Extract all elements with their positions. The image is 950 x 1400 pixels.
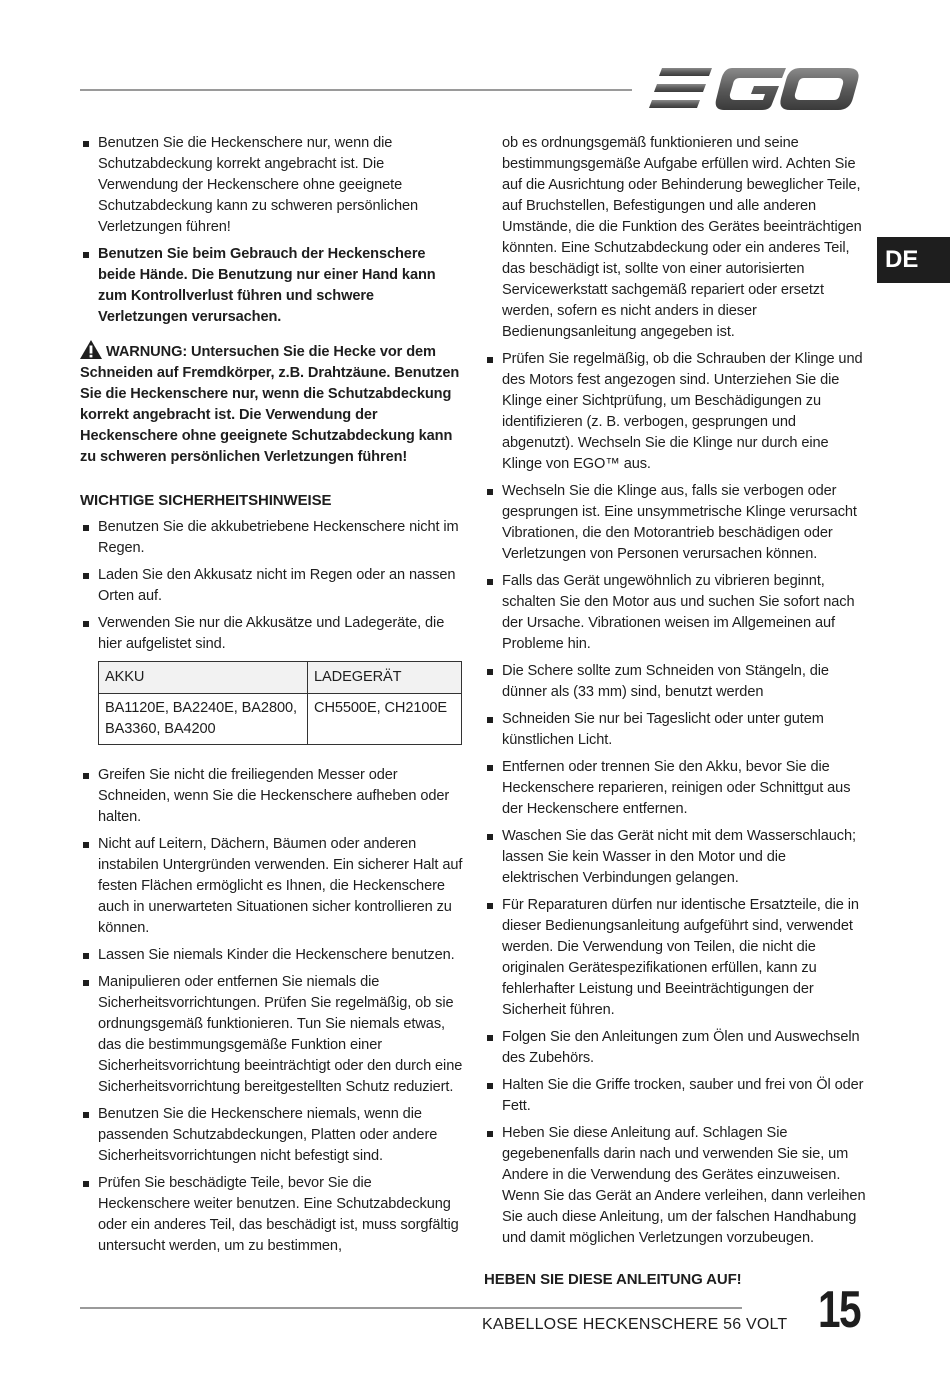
footer-rule: [80, 1307, 742, 1309]
list-item: Lassen Sie niemals Kinder die Heckenschere benutzen.: [80, 945, 463, 966]
list-item: Heben Sie diese Anleitung auf. Schlagen Sie gegebenenfalls darin nach und verwenden Sie sie, um Andere in die Verwendung des Gerätes einzuweisen. Wenn Sie das Gerät an Andere verleihen, dann verleihen Sie auch diese Anleitung, um der falschen Handhabung und damit möglichen Verletzungen vorzubeugen.: [484, 1123, 866, 1249]
list-item: Manipulieren oder entfernen Sie niemals die Sicherheitsvorrichtungen. Prüfen Sie regelmäßig, ob sie ordnungsgemäß funktionieren. Tun Sie niemals etwas, das die bestimmungsgemäße Funktion einer Sicherheitsvorrichtung beeinträchtigt oder den durch eine Sicherheitsvorrichtung bereitgestellten Schutz reduziert.: [80, 972, 463, 1098]
list-item: Schneiden Sie nur bei Tageslicht oder unter gutem künstlichen Licht.: [484, 709, 866, 751]
section-title: WICHTIGE SICHERHEITSHINWEISE: [80, 492, 332, 509]
battery-charger-table: [98, 661, 462, 745]
table-header-akku: AKKU: [99, 662, 308, 694]
keep-instructions-notice: HEBEN SIE DIESE ANLEITUNG AUF!: [484, 1271, 742, 1288]
list-item: Laden Sie den Akkusatz nicht im Regen oder an nassen Orten auf.: [80, 565, 463, 607]
list-item: Benutzen Sie die Heckenschere nur, wenn die Schutzabdeckung korrekt angebracht ist. Die Verwendung der Heckenschere ohne geeignete Schutzabdeckung kann zu schweren persönlichen Verletzungen führen!: [80, 133, 463, 238]
language-tab: DE: [877, 237, 950, 283]
warning-icon: [80, 340, 102, 359]
list-item: Benutzen Sie die akkubetriebene Heckenschere nicht im Regen.: [80, 517, 463, 559]
warning-label: WARNUNG:: [106, 344, 188, 360]
list-item: Prüfen Sie regelmäßig, ob die Schrauben der Klinge und des Motors fest angezogen sind. Unterziehen Sie die Klinge einer Sichtprüfung, um Beschädigungen zu identifizieren (z. B. verbogen, gesprungen und abgenutzt). Wechseln Sie die Klinge nur durch eine Klinge von EGO™ aus.: [484, 349, 866, 475]
warning-block: [80, 340, 463, 468]
list-item: Benutzen Sie die Heckenschere niemals, wenn die passenden Schutzabdeckungen, Platten oder andere Sicherheitsvorrichtungen nicht befestigt sind.: [80, 1104, 463, 1167]
list-item: Wechseln Sie die Klinge aus, falls sie verbogen oder gesprungen ist. Eine unsymmetrische Klinge verursacht Vibrationen, die den Motorantrieb beschädigen oder Verletzungen von Personen verursachen können.: [484, 481, 866, 565]
list-item: Falls das Gerät ungewöhnlich zu vibrieren beginnt, schalten Sie den Motor aus und suchen Sie sofort nach der Ursache. Vibrationen weisen im Allgemeinen auf Probleme hin.: [484, 571, 866, 655]
footer-title: KABELLOSE HECKENSCHERE 56 VOLT: [482, 1316, 788, 1333]
list-item: Für Reparaturen dürfen nur identische Ersatzteile, die in dieser Bedienungsanleitung aufgeführt sind, verwendet werden. Die Verwendung von Teilen, die nicht die originalen Gerätespezifikationen erfüllen, kann zu fehlerhafter Leistung und Beeinträchtigungen der Sicherheit führen.: [484, 895, 866, 1021]
header-rule: [80, 89, 632, 91]
list-item: Halten Sie die Griffe trocken, sauber und frei von Öl oder Fett.: [484, 1075, 866, 1117]
continued-paragraph: ob es ordnungsgemäß funktionieren und seine bestimmungsgemäße Aufgabe erfüllen wird. Achten Sie auf die Ausrichtung oder Behinderung beweglicher Teile, auf Bruchstellen, Befestigungen und alle anderen Umstände, die die Funktion des Gerätes beeinträchtigen könnten. Eine Schutzabdeckung oder ein anderes Teil, das beschädigt ist, sollte von einer autorisierten Servicewerkstatt sachgemäß repariert oder ersetzt werden, sofern es nicht anders in dieser Bedienungsanleitung angegeben ist.: [502, 135, 862, 340]
ego-logo: [648, 62, 863, 116]
list-item: Benutzen Sie beim Gebrauch der Heckenschere beide Hände. Die Benutzung nur einer Hand kann zum Kontrollverlust führen und schwere Verletzungen verursachen.: [80, 244, 463, 328]
table-header-ladegeraet: LADEGERÄT: [308, 662, 462, 694]
table-cell-batteries: BA1120E, BA2240E, BA2800, BA3360, BA4200: [99, 694, 308, 745]
page-number: 15: [818, 1281, 860, 1339]
list-item: Verwenden Sie nur die Akkusätze und Ladegeräte, die hier aufgelistet sind.: [80, 613, 463, 655]
list-item: Entfernen oder trennen Sie den Akku, bevor Sie die Heckenschere reparieren, reinigen oder Schnittgut aus der Heckenschere entfernen.: [484, 757, 866, 820]
warning-text: Untersuchen Sie die Hecke vor dem Schneiden auf Fremdkörper, z.B. Drahtzäune. Benutzen Sie die Heckenschere nur, wenn die Schutzabdeckung korrekt angebracht ist. Die Verwendung der Heckenschere ohne geeignete Schutzabdeckung kann zu schweren persönlichen Verletzungen führen!: [80, 344, 460, 465]
list-item: Die Schere sollte zum Schneiden von Stängeln, die dünner als (33 mm) sind, benutzt werden: [484, 661, 866, 703]
list-item: Nicht auf Leitern, Dächern, Bäumen oder anderen instabilen Untergründen verwenden. Ein sicherer Halt auf festen Flächen ermöglicht es Ihnen, die Heckenschere auch in unerwarteten Situationen sicher kontrollieren zu können.: [80, 834, 463, 939]
list-item: Folgen Sie den Anleitungen zum Ölen und Auswechseln des Zubehörs.: [484, 1027, 866, 1069]
right-column: [484, 133, 866, 1290]
left-column: [80, 133, 463, 1263]
table-cell-chargers: CH5500E, CH2100E: [308, 694, 462, 745]
list-item: Prüfen Sie beschädigte Teile, bevor Sie die Heckenschere weiter benutzen. Eine Schutzabdeckung oder ein anderes Teil, das beschädigt ist, muss sorgfältig untersucht werden, um zu bestimmen,: [80, 1173, 463, 1257]
list-item: Waschen Sie das Gerät nicht mit dem Wasserschlauch; lassen Sie kein Wasser in den Motor und die elektrischen Verbindungen gelangen.: [484, 826, 866, 889]
table-row: [99, 694, 462, 745]
list-item: Greifen Sie nicht die freiliegenden Messer oder Schneiden, wenn Sie die Heckenschere aufheben oder halten.: [80, 765, 463, 828]
